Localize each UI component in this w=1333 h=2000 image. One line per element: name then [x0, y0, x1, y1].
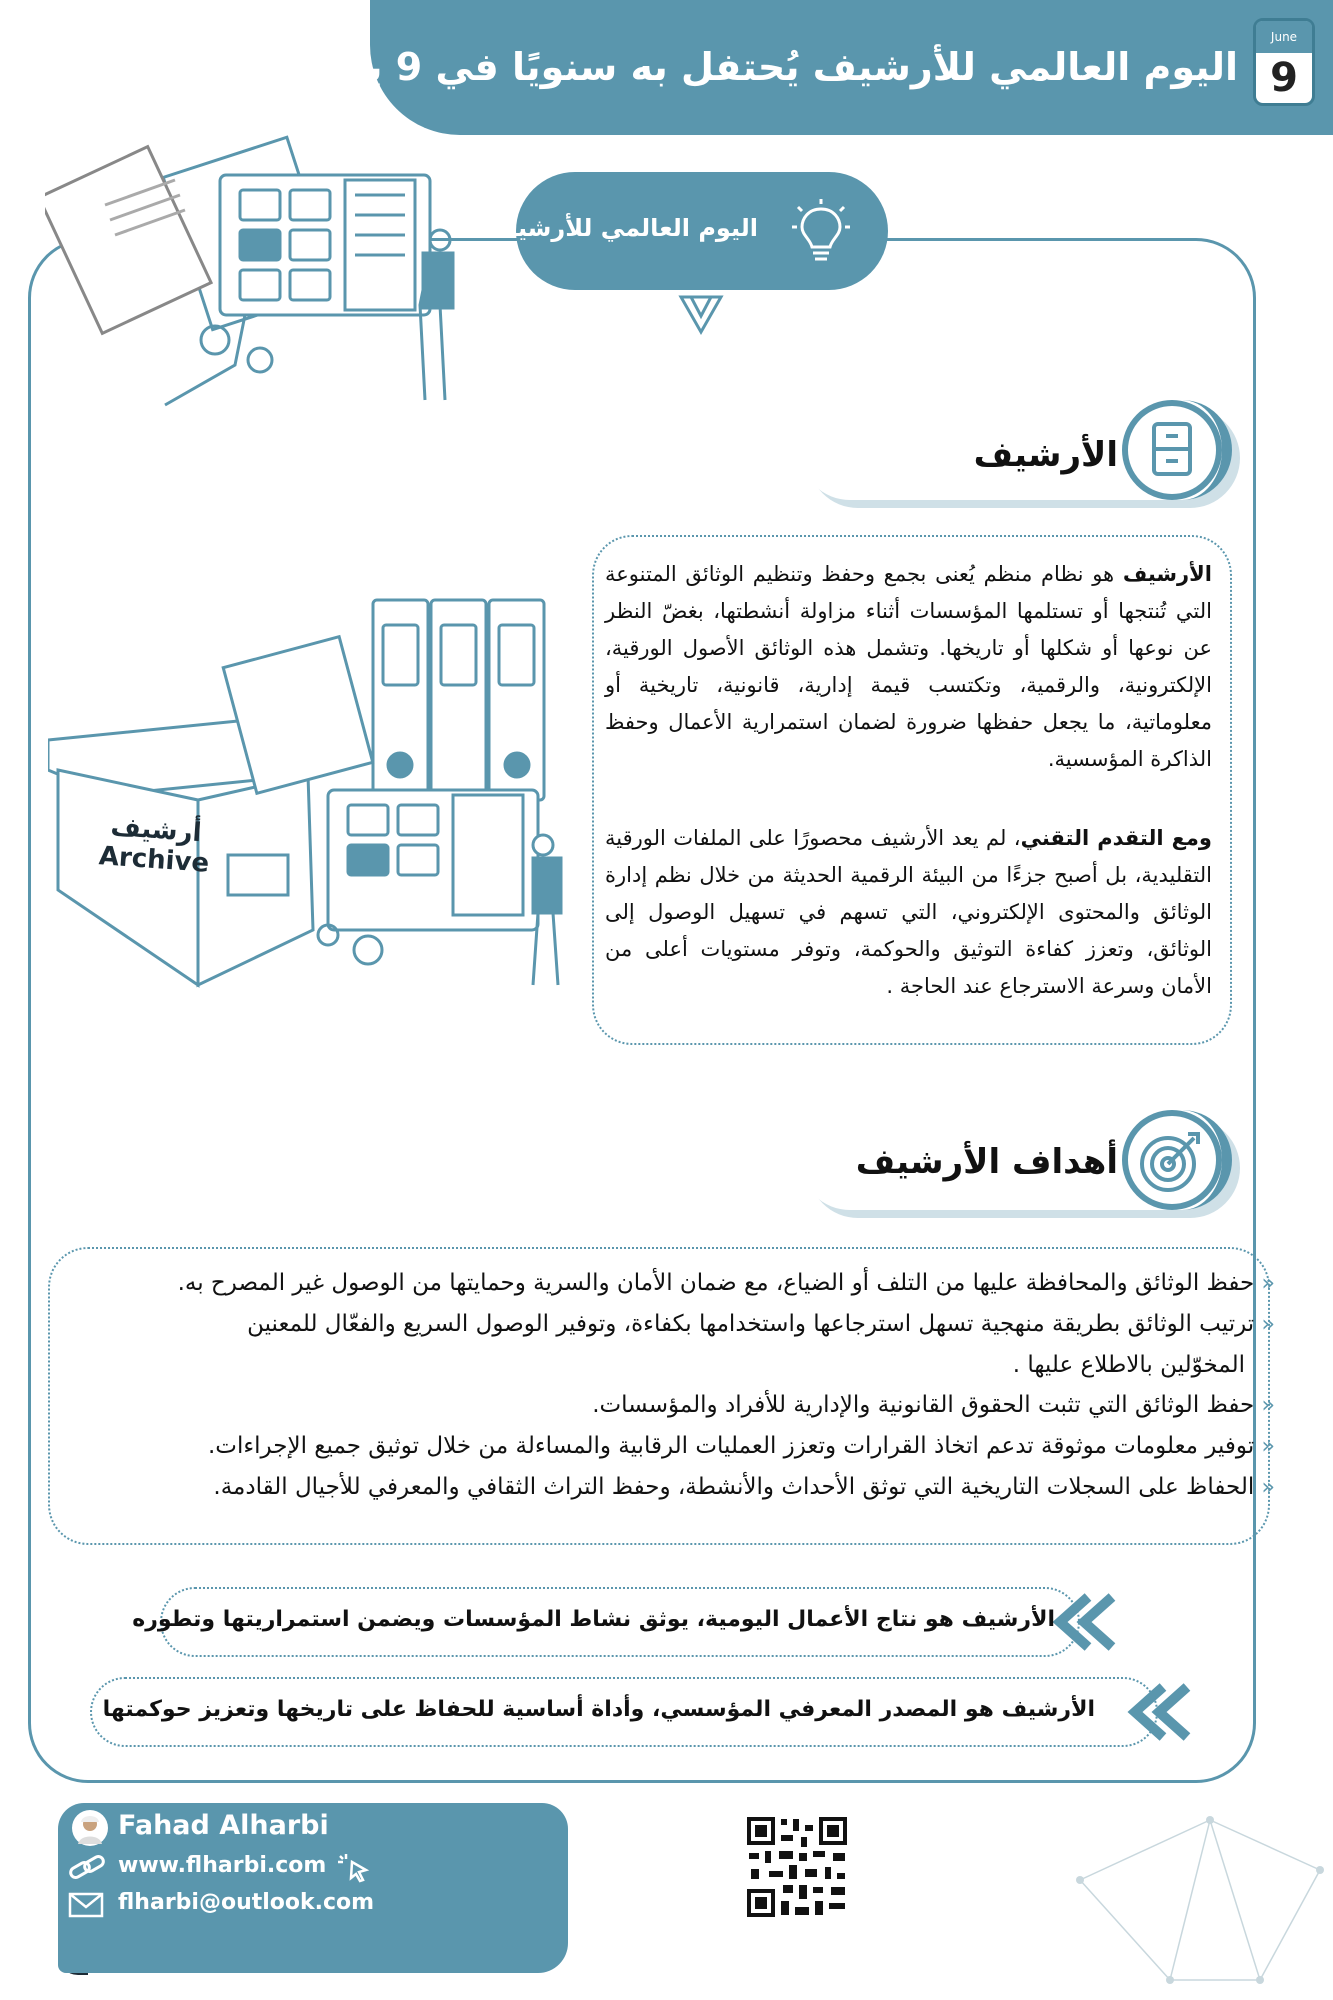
goal-text: المخوّلين بالاطلاع عليها .: [1012, 1352, 1245, 1378]
archive-paragraph-1: [605, 556, 1212, 778]
quote-2: الأرشيف هو المصدر المعرفي المؤسسي، وأداة أساسية للحفاظ على تاريخها وتعزيز حوكمتها: [102, 1697, 1095, 1722]
avatar: [72, 1810, 108, 1846]
goal-text: توفير معلومات موثوقة تدعم اتخاذ القرارات وتعزز العمليات الرقابية والمساءلة من خلال توثيق جميع الإجراءات.: [207, 1433, 1255, 1459]
mail-icon: [68, 1891, 106, 1919]
target-icon: [1122, 1110, 1222, 1210]
archive-box-label-en: Archive: [97, 841, 211, 879]
page-title: اليوم العالمي للأرشيف يُحتفل به سنويًا في 9 يونيو: [290, 45, 1238, 89]
chevron-left-icon: «: [1261, 1434, 1275, 1459]
author-name: Fahad Alharbi: [118, 1810, 329, 1841]
computer-illustration: [45, 105, 485, 425]
goal-text: حفظ الوثائق التي تثبت الحقوق القانونية والإدارية للأفراد والمؤسسات.: [592, 1392, 1255, 1418]
down-arrow-icon: [676, 292, 726, 342]
section-goals-title: أهداف الأرشيف: [855, 1142, 1118, 1182]
calendar-icon: [1253, 18, 1315, 106]
goal-item: [60, 1428, 1275, 1465]
goal-item-continuation: [60, 1347, 1275, 1383]
section-archive-title: الأرشيف: [973, 435, 1118, 475]
paragraph-1-lead: الأرشيف: [1122, 562, 1212, 586]
world-archive-day-badge: [489, 172, 888, 290]
archive-paragraph-2: [605, 820, 1212, 1005]
lightbulb-icon: [786, 197, 856, 267]
double-chevron-icon: [1050, 1592, 1120, 1652]
website-link[interactable]: www.flharbi.com: [118, 1853, 327, 1878]
goal-item: [60, 1306, 1275, 1343]
network-decoration: [1060, 1780, 1333, 2000]
quote-1: الأرشيف هو نتاج الأعمال اليومية، يوثق نشاط المؤسسات ويضمن استمراريتها وتطوره: [132, 1607, 1055, 1632]
archive-box-label-ar: أرشيف: [109, 811, 203, 849]
goal-text: حفظ الوثائق والمحافظة عليها من التلف أو الضياع، مع ضمان الأمان والسرية وحمايتها من الوصول غير المصرح به.: [177, 1270, 1255, 1296]
paragraph-1-body: هو نظام منظم يُعنى بجمع وحفظ وتنظيم الوثائق المتنوعة التي تُنتجها أو تستلمها المؤسسات أثناء مزاولة أنشطتها، بغضّ النظر عن نوعها أو شكلها أو تاريخها. وتشمل هذه الوثائق الأصول الورقية، الإلكترونية، والرقمية، وتكتسب قيمة إدارية، قانونية، تاريخية أو معلوماتية، ما يجعل حفظها ضرورة لضمان استمرارية الأعمال وحفظ الذاكرة المؤسسية.: [605, 562, 1212, 771]
calendar-month: June: [1256, 21, 1312, 53]
archive-box-illustration: [48, 590, 588, 990]
link-icon: [68, 1853, 108, 1883]
badge-label: اليوم العالمي للأرشيف: [489, 214, 758, 242]
paragraph-2-lead: ومع التقدم التقني: [1020, 826, 1212, 850]
paragraph-2-body: ، لم يعد الأرشيف محصورًا على الملفات الورقية التقليدية، بل أصبح جزءًا من البيئة الرقمية الحديثة من خلال نظم إدارة الوثائق والمحتوى الإلكتروني، التي تسهم في تسهيل الوصول إلى الوثائق، وتعزز كفاءة التوثيق والحوكمة، وتوفر مستويات أعلى من الأمان وسرعة الاسترجاع عند الحاجة .: [605, 826, 1212, 998]
chevron-left-icon: «: [1261, 1312, 1275, 1337]
cursor-click-icon: [336, 1852, 376, 1884]
archive-box-label: [93, 811, 217, 879]
calendar-day: 9: [1270, 55, 1298, 101]
double-chevron-icon: [1125, 1682, 1195, 1742]
goals-list: [60, 1265, 1275, 1506]
goal-item: [60, 1265, 1275, 1302]
qr-code[interactable]: [745, 1815, 849, 1919]
email-link[interactable]: flharbi@outlook.com: [118, 1890, 375, 1915]
chevron-left-icon: «: [1261, 1475, 1275, 1500]
chevron-left-icon: «: [1261, 1271, 1275, 1296]
goal-item: [60, 1387, 1275, 1424]
cabinet-icon: [1122, 400, 1222, 500]
goal-text: الحفاظ على السجلات التاريخية التي توثق الأحداث والأنشطة، وحفظ التراث الثقافي والمعرفي للأجيال القادمة.: [213, 1474, 1255, 1500]
goal-item: [60, 1469, 1275, 1506]
chevron-left-icon: «: [1261, 1393, 1275, 1418]
goal-text: ترتيب الوثائق بطريقة منهجية تسهل استرجاعها واستخدامها بكفاءة، وتوفير الوصول السريع والفعّال للمعنين: [247, 1311, 1255, 1337]
